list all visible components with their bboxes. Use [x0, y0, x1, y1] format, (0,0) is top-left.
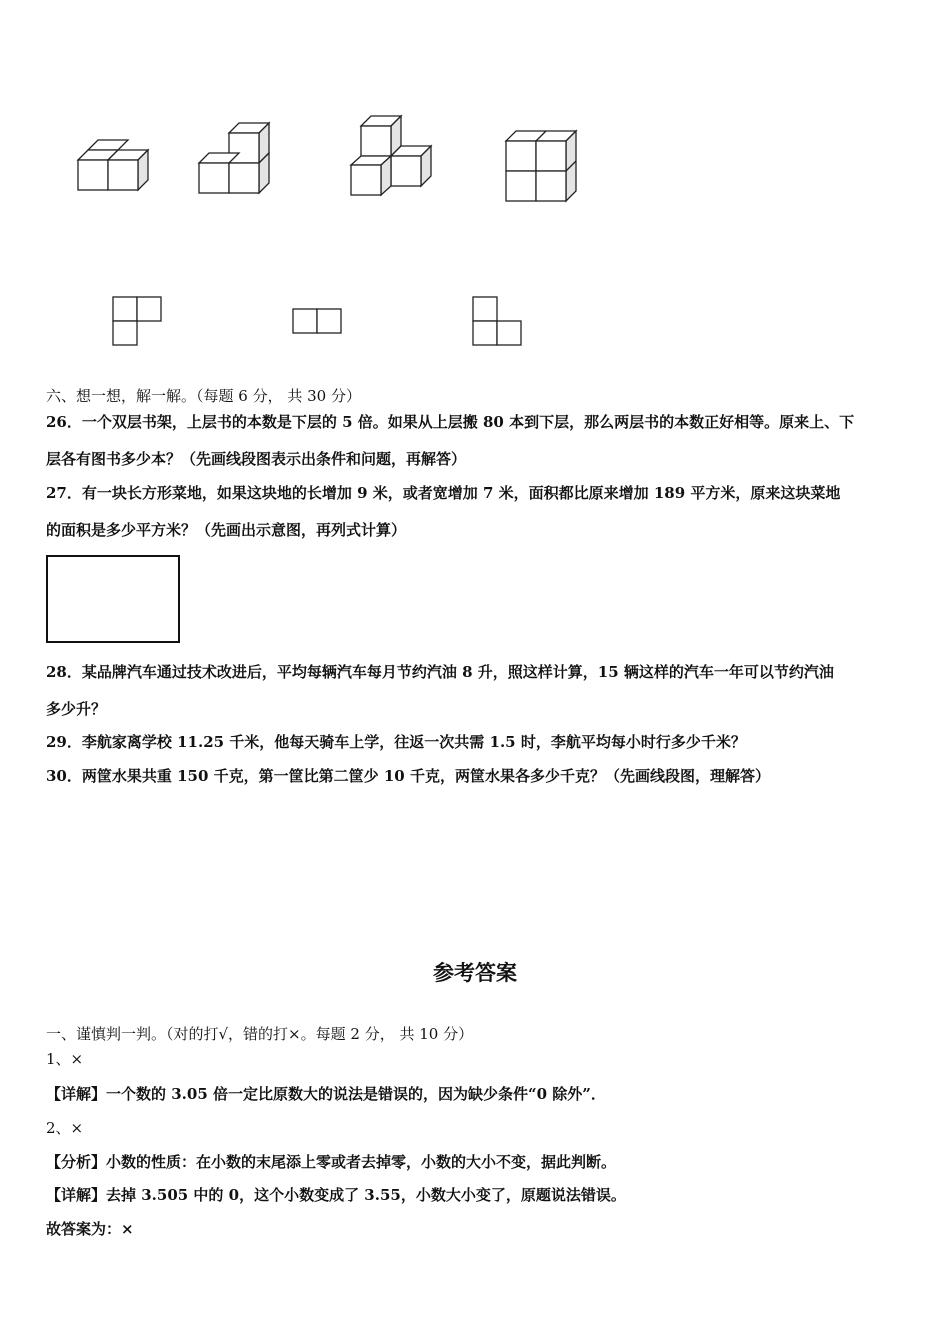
section-6-heading: 六、想一想，解一解。（每题 6 分， 共 30 分）: [46, 387, 361, 405]
question-28-line-1: 28．某品牌汽车通过技术改进后，平均每辆汽车每月节约汽油 8 升，照这样计算，15 辆这样的汽车一年可以节约汽油: [46, 663, 834, 681]
cube-solid-1: [78, 140, 148, 190]
view-figure-b: [293, 309, 341, 333]
answers-section-1-heading: 一、谨慎判一判。（对的打√，错的打×。每题 2 分， 共 10 分）: [46, 1025, 474, 1043]
question-26-line-2: 层各有图书多少本？（先画线段图表示出条件和问题，再解答）: [46, 450, 467, 468]
cube-figures: [0, 0, 950, 360]
answer-1-detail: 【详解】一个数的 3.05 倍一定比原数大的说法是错误的，因为缺少条件“0 除外”．: [46, 1085, 606, 1103]
question-27-line-1: 27．有一块长方形菜地，如果这块地的长增加 9 米，或者宽增加 7 米，面积都比原来增加 189 平方米，原来这块菜地: [46, 484, 841, 502]
cube-solid-4: [506, 131, 576, 201]
question-30: 30．两筐水果共重 150 千克，第一筐比第二筐少 10 千克，两筐水果各多少千克？（先画线段图，理解答）: [46, 767, 770, 785]
answer-2-final: 故答案为：×: [46, 1220, 134, 1238]
answer-2-analysis: 【分析】小数的性质：在小数的末尾添上零或者去掉零，小数的大小不变，据此判断。: [46, 1153, 617, 1171]
question-26-line-1: 26．一个双层书架，上层书的本数是下层的 5 倍。如果从上层搬 80 本到下层，那么两层书的本数正好相等。原来上、下: [46, 413, 855, 431]
rectangle-sketch-box: [46, 555, 180, 643]
answers-title: 参考答案: [433, 961, 517, 985]
question-27-line-2: 的面积是多少平方米？（先画出示意图，再列式计算）: [46, 521, 407, 539]
question-29: 29．李航家离学校 11.25 千米，他每天骑车上学，往返一次共需 1.5 时，李航平均每小时行多少千米？: [46, 733, 746, 751]
view-figure-a: [113, 297, 161, 345]
cube-solid-2: [199, 123, 269, 193]
answer-1: 1、×: [46, 1050, 84, 1068]
answer-2-detail: 【详解】去掉 3.505 中的 0，这个小数变成了 3.55，小数大小变了，原题说法错误。: [46, 1186, 626, 1204]
view-figure-c: [473, 297, 521, 345]
question-28-line-2: 多少升？: [46, 700, 107, 718]
cube-solid-3: [351, 116, 431, 195]
answer-2: 2、×: [46, 1119, 84, 1137]
